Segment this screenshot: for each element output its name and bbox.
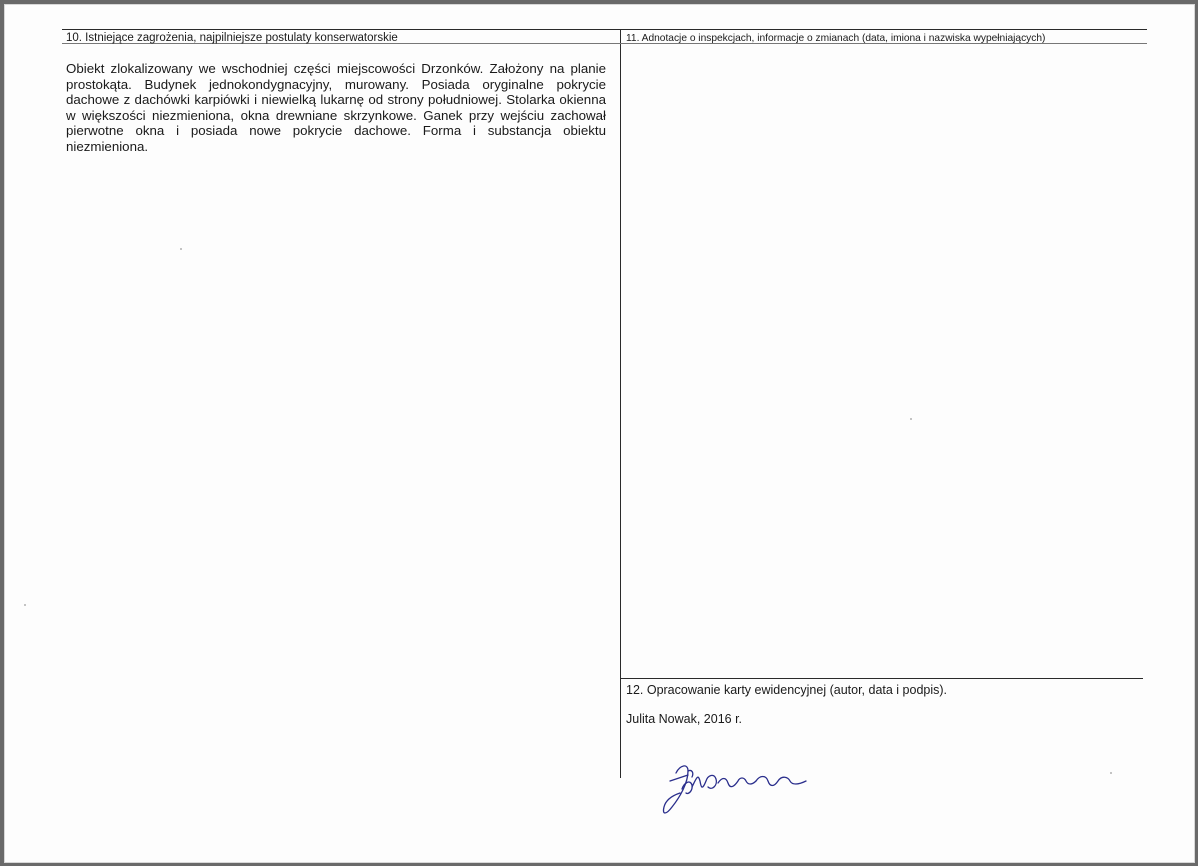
section-10-body: Obiekt zlokalizowany we wschodniej części miejscowości Drzonków. Założony na planie prostokąta. Budynek jednokondygnacyjny, murowany. Posiada oryginalne pokrycie dachowe z dachówki karpiówki i niewielką lukarnę od strony południowej. Stolarka okienna w większości niezmieniona, okna drewniane skrzynkowe. Ganek przy wejściu zachował pierwotne okna i posiada nowe pokrycie dachowe. Forma i substancja obiektu niezmieniona. xyxy=(66,61,606,154)
document-sheet xyxy=(4,4,1195,863)
scan-speck xyxy=(24,604,26,606)
scan-speck xyxy=(1110,772,1112,774)
top-rule xyxy=(62,29,1147,30)
section-11-title: 11. Adnotacje o inspekcjach, informacje o zmianach (data, imiona i nazwiska wypełniających) xyxy=(626,33,1046,44)
section-10-title: 10. Istniejące zagrożenia, najpilniejsze postulaty konserwatorskie xyxy=(66,32,398,44)
signature-image xyxy=(658,759,818,825)
section-12-title: 12. Opracowanie karty ewidencyjnej (autor, data i podpis). xyxy=(626,683,948,697)
scan-speck xyxy=(910,418,912,420)
section-12-rule xyxy=(620,678,1143,679)
column-divider xyxy=(620,29,621,778)
scan-speck xyxy=(180,248,182,250)
author-line: Julita Nowak, 2016 r. xyxy=(626,712,743,726)
